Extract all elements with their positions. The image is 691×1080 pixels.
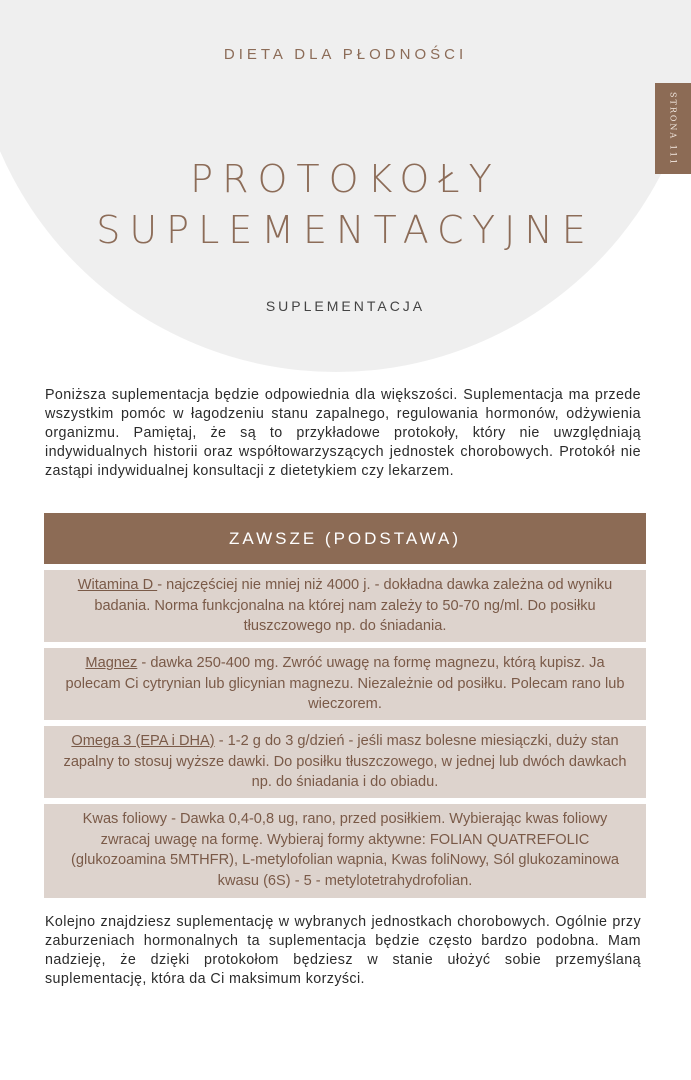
page-title-line-2: SUPLEMENTACYJNE [96, 208, 595, 252]
supplement-name: Magnez [85, 655, 138, 671]
page-title [0, 154, 691, 256]
supplement-box-magnesium [44, 648, 646, 720]
supplement-name: Omega 3 (EPA i DHA) [71, 733, 215, 749]
supplement-description: Kwas foliowy - Dawka 0,4-0,8 ug, rano, przed posiłkiem. Wybierając kwas foliowy zwracaj uwagę na formę. Wybieraj formy aktywne: FOLIAN QUATREFOLIC (glukozoamina 5MTHFR), L-metylofolian wapnia, Kwas foliNowy, Sól glukozaminowa kwasu (6S) - 5 - metylotetrahydrofolian. [70, 811, 620, 889]
supplement-name: Witamina D [77, 577, 158, 593]
outro-paragraph: Kolejno znajdziesz suplementację w wybranych jednostkach chorobowych. Ogólnie przy zaburzeniach hormonalnych ta suplementacja będzie często bardzo podobna. Mam nadzieję, że dzięki protokołom będziesz w stanie ułożyć sobie przemyślaną suplementację, która da Ci maksimum korzyści. [45, 914, 641, 987]
supplement-box-vitamin-d [44, 570, 646, 642]
supplement-box-omega-3 [44, 726, 646, 798]
supplement-description: - 1-2 g do 3 g/dzień - jeśli masz bolesne miesiączki, duży stan zapalny to stosuj wyższe dawki. Do posiłku tłuszczowego, w jednej lub dwóch dawkach np. do śniadania i do obiadu. [63, 733, 627, 790]
document-kicker: DIETA DLA PŁODNOŚCI [223, 46, 468, 63]
page-title-line-1: PROTOKOŁY [190, 157, 501, 201]
section-heading: ZAWSZE (PODSTAWA) [228, 528, 461, 548]
supplement-description: - najczęściej nie mniej niż 4000 j. - dokładna dawka zależna od wyniku badania. Norma funkcjonalna na której nam zależy to 50-70 ng/ml. Do posiłku tłuszczowego np. do śniadania. [94, 577, 613, 634]
supplement-box-folic-acid [44, 804, 646, 898]
section-subtitle: SUPLEMENTACJA [265, 298, 426, 314]
intro-paragraph: Poniższa suplementacja będzie odpowiednia dla większości. Suplementacja ma przede wszystkim pomóc w łagodzeniu stanu zapalnego, regulowania hormonów, odżywienia organizmu. Pamiętaj, że są to przykładowe protokoły, który nie uwzględniają indywidualnych historii oraz współtowarzyszących jednostek chorobowych. Protokół nie zastąpi indywidualnej konsultacji z dietetykiem czy lekarzem. [45, 387, 641, 479]
supplement-description: - dawka 250-400 mg. Zwróć uwagę na formę magnezu, którą kupisz. Ja polecam Ci cytrynian lub glicynian magnezu. Niezależnie od posiłku. Polecam rano lub wieczorem. [65, 655, 625, 712]
page-number-label: STRONA 111 [668, 91, 678, 166]
section-heading-banner [44, 513, 646, 564]
